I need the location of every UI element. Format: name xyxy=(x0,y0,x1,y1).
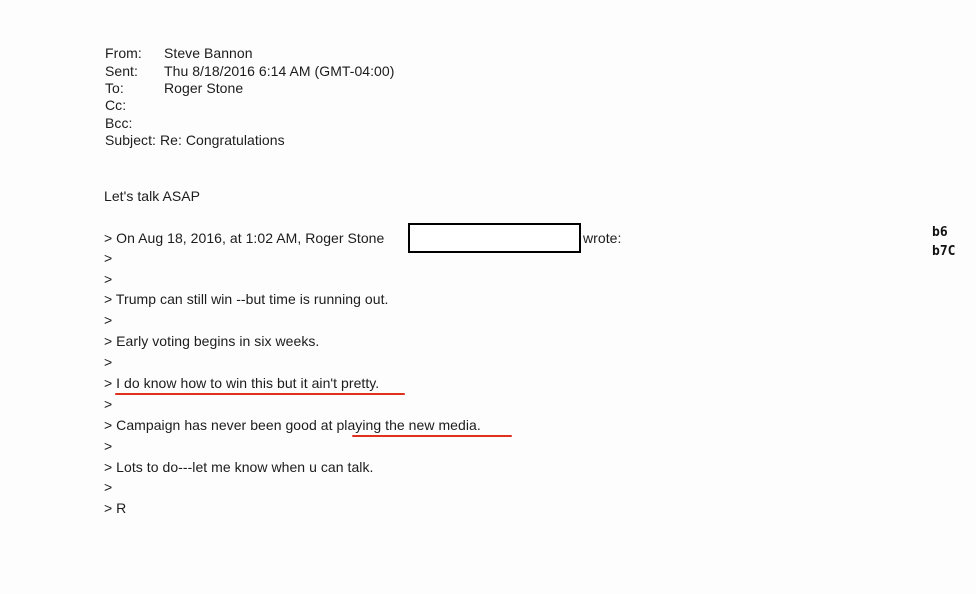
exemption-code-b7c: b7C xyxy=(932,244,956,259)
subject-label: Subject: xyxy=(105,132,156,148)
from-value: Steve Bannon xyxy=(164,45,253,61)
quote-line-4: > Campaign has never been good at playing the new media. xyxy=(104,417,481,433)
exemption-code-b6: b6 xyxy=(932,225,948,240)
quote-intro-after: wrote: xyxy=(583,230,622,246)
to-label: To: xyxy=(105,80,124,96)
quote-blank-line: > xyxy=(104,396,113,412)
quote-intro-before: > On Aug 18, 2016, at 1:02 AM, Roger Stone xyxy=(104,230,385,246)
subject-line xyxy=(105,132,285,149)
from-label: From: xyxy=(105,45,142,61)
quote-line-5: > Lots to do---let me know when u can talk. xyxy=(104,459,374,475)
quote-blank-line: > xyxy=(104,271,113,287)
sent-value: Thu 8/18/2016 6:14 AM (GMT-04:00) xyxy=(164,63,395,79)
quote-blank-line: > xyxy=(104,312,113,328)
quote-blank-line: > xyxy=(104,438,113,454)
cc-label: Cc: xyxy=(105,97,127,113)
to-value: Roger Stone xyxy=(164,80,244,96)
highlight-underline xyxy=(115,393,405,395)
highlight-underline xyxy=(352,435,512,437)
bcc-label: Bcc: xyxy=(105,115,133,131)
subject-value: Re: Congratulations xyxy=(159,132,285,148)
quote-blank-line: > xyxy=(104,250,113,266)
sent-label: Sent: xyxy=(105,63,138,79)
quote-line-2: > Early voting begins in six weeks. xyxy=(104,333,320,349)
quote-line-3: > I do know how to win this but it ain't pretty. xyxy=(104,375,380,391)
redaction-box xyxy=(408,223,581,253)
quote-blank-line: > xyxy=(104,354,113,370)
quote-line-1: > Trump can still win --but time is running out. xyxy=(104,291,389,307)
reply-text: Let's talk ASAP xyxy=(104,188,201,204)
quote-blank-line: > xyxy=(104,479,113,495)
signoff: > R xyxy=(104,500,127,516)
